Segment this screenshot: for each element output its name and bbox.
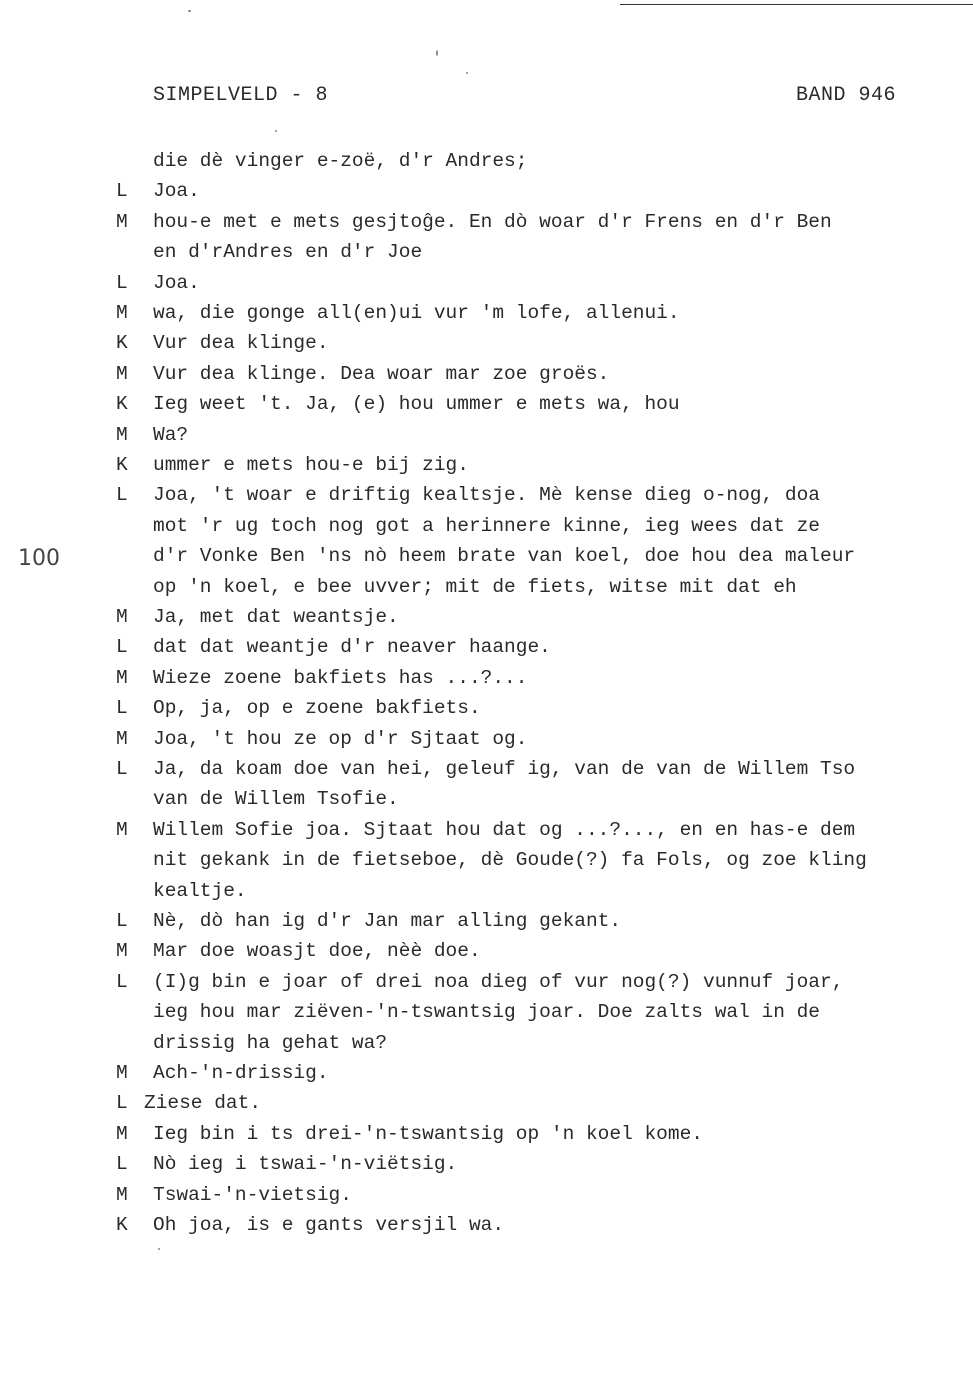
transcript-line (0, 815, 973, 845)
speaker-label: L (116, 484, 128, 507)
line-text: Joa, 't woar e driftig kealtsje. Mè kense dieg o-nog, doa (153, 484, 821, 507)
transcript-line (0, 602, 973, 632)
speaker-label: M (116, 940, 128, 963)
line-text: op 'n koel, e bee uvver; mit de fiets, witse mit dat eh (153, 575, 797, 598)
transcript-line (0, 724, 973, 754)
transcript-line (0, 207, 973, 237)
transcript-line (0, 876, 973, 906)
line-text: Willem Sofie joa. Sjtaat hou dat og ...?..., en en has-e dem (153, 818, 856, 841)
line-text: Ziese dat. (144, 1092, 262, 1115)
transcript-line (0, 541, 973, 571)
line-text: van de Willem Tsofie. (153, 788, 399, 811)
transcript-line (0, 906, 973, 936)
speaker-label: M (116, 666, 128, 689)
speaker-label: K (116, 1214, 128, 1236)
transcript-line (0, 845, 973, 875)
transcript-line (0, 237, 973, 267)
speaker-label: M (116, 1062, 128, 1084)
line-text: Oh joa, is e gants versjil wa. (153, 1214, 505, 1236)
line-text: Nè, dò han ig d'r Jan mar alling gekant. (153, 910, 622, 932)
line-text: wa, die gonge all(en)ui vur 'm lofe, allenui. (153, 302, 680, 324)
transcript-line (0, 268, 973, 298)
transcript-line (0, 450, 973, 480)
transcript-line (0, 784, 973, 814)
line-text: (I)g bin e joar of drei noa dieg of vur nog(?) vunnuf joar, (153, 970, 844, 993)
line-text: Joa. (153, 180, 200, 203)
transcript-line (0, 328, 973, 358)
transcript-line (0, 298, 973, 328)
speaker-label: L (116, 910, 128, 932)
speaker-label: M (116, 606, 128, 628)
transcript-line (0, 1210, 973, 1240)
line-text: kealtje. (153, 879, 247, 902)
line-text: Ieg bin i ts drei-'n-tswantsig op 'n koel kome. (153, 1122, 703, 1145)
transcript-line (0, 1119, 973, 1149)
speaker-label: M (116, 302, 128, 324)
speaker-label: L (116, 1092, 128, 1115)
line-text: Wa? (153, 423, 189, 446)
line-text: Joa. (153, 271, 200, 294)
line-text: Joa, 't hou ze op d'r Sjtaat og. (153, 727, 528, 750)
line-text: d'r Vonke Ben 'ns nò heem brate van koel, doe hou dea maleur (153, 545, 856, 568)
speaker-label: M (116, 362, 128, 385)
margin-note: 100 (18, 546, 60, 571)
line-text: Ach-'n-drissig. (153, 1062, 329, 1084)
speaker-label: M (116, 727, 128, 750)
transcript-line (0, 389, 973, 419)
line-text: dat dat weantje d'r neaver haange. (153, 636, 551, 659)
line-text: die dè vinger e-zoë, d'r Andres; (153, 150, 528, 172)
speaker-label: M (116, 1122, 128, 1145)
speaker-label: L (116, 636, 128, 659)
scan-speck (275, 130, 277, 132)
transcript-line (0, 1088, 973, 1118)
transcript-line (0, 693, 973, 723)
transcript-line (0, 1058, 973, 1088)
line-text: Ieg weet 't. Ja, (e) hou ummer e mets wa, hou (153, 393, 680, 416)
line-text: Mar doe woasjt doe, nèè doe. (153, 940, 481, 963)
transcript-line (0, 572, 973, 602)
line-text: Nò ieg i tswai-'n-viëtsig. (153, 1153, 458, 1176)
speaker-label: L (116, 180, 128, 203)
speaker-label: L (116, 271, 128, 294)
line-text: nit gekank in de fietseboe, dè Goude(?) fa Fols, og zoe kling (153, 849, 867, 872)
line-text: ummer e mets hou-e bij zig. (153, 454, 469, 476)
speaker-label: M (116, 210, 128, 233)
transcript-line (0, 146, 973, 176)
scan-speck (158, 1248, 160, 1250)
transcript-line (0, 997, 973, 1027)
speaker-label: L (116, 758, 128, 780)
line-text: ieg hou mar ziëven-'n-tswantsig joar. Doe zalts wal in de (153, 1001, 821, 1024)
transcript-line (0, 1180, 973, 1210)
transcript-line (0, 754, 973, 784)
transcript-line (0, 1028, 973, 1058)
speaker-label: M (116, 423, 128, 446)
line-text: Wieze zoene bakfiets has ...?... (153, 666, 528, 689)
line-text: Op, ja, op e zoene bakfiets. (153, 697, 481, 720)
speaker-label: K (116, 393, 128, 416)
header-band: BAND 946 (796, 84, 897, 107)
transcript-line (0, 936, 973, 966)
transcript-line (0, 967, 973, 997)
transcript-line (0, 511, 973, 541)
line-text: mot 'r ug toch nog got a herinnere kinne, ieg wees dat ze (153, 514, 821, 537)
transcript-line (0, 176, 973, 206)
top-rule (620, 4, 973, 5)
line-text: Tswai-'n-vietsig. (153, 1183, 352, 1206)
line-text: en d'rAndres en d'r Joe (153, 241, 423, 264)
speaker-label: L (116, 1153, 128, 1176)
line-text: Vur dea klinge. (153, 332, 329, 355)
scan-speck (436, 50, 438, 56)
transcript-line (0, 420, 973, 450)
header-title: SIMPELVELD - 8 (153, 84, 329, 107)
speaker-label: L (116, 697, 128, 720)
line-text: Ja, da koam doe van hei, geleuf ig, van de van de Willem Tso (153, 758, 856, 780)
line-text: Vur dea klinge. Dea woar mar zoe groës. (153, 362, 610, 385)
line-text: hou-e met e mets gesjtoĝe. En dò woar d'r Frens en d'r Ben (153, 210, 832, 233)
line-text: drissig ha gehat wa? (153, 1031, 388, 1054)
transcript-line (0, 632, 973, 662)
scan-speck (466, 72, 468, 74)
transcript-line (0, 1149, 973, 1179)
speaker-label: L (116, 970, 128, 993)
speaker-label: M (116, 1183, 128, 1206)
transcript-line (0, 480, 973, 510)
line-text: Ja, met dat weantsje. (153, 606, 399, 628)
speaker-label: K (116, 454, 128, 476)
speaker-label: M (116, 818, 128, 841)
speaker-label: K (116, 332, 128, 355)
transcript-line (0, 663, 973, 693)
scan-speck (188, 10, 191, 12)
transcript-line (0, 359, 973, 389)
